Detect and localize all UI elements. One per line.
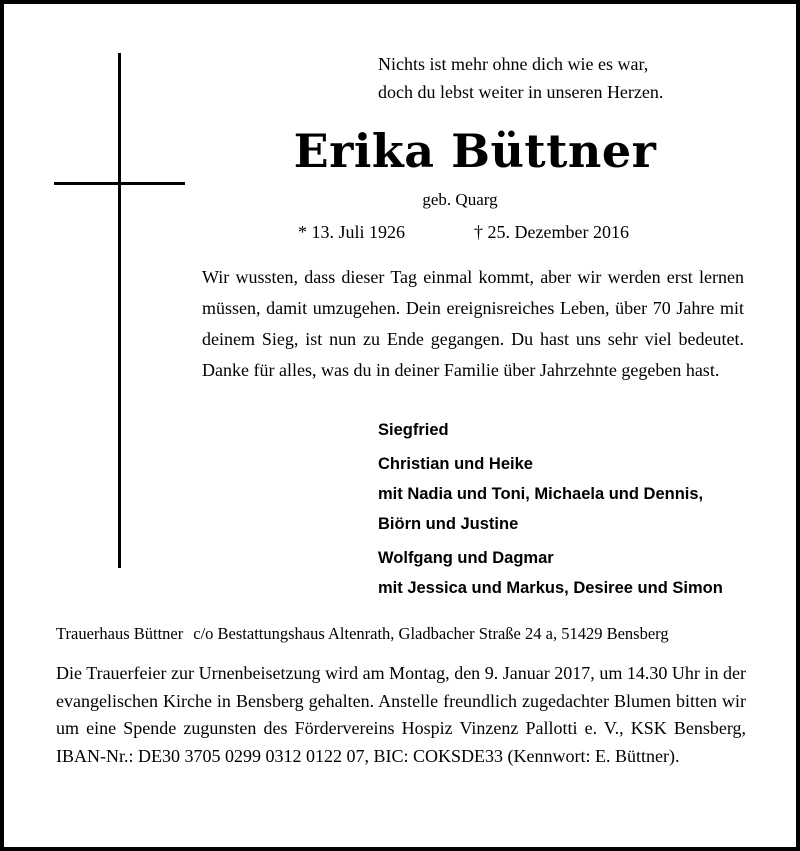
death-date: † 25. Dezember 2016 xyxy=(474,222,629,242)
mourning-house-name: Trauerhaus Büttner xyxy=(56,624,184,643)
birth-date: * 13. Juli 1926 xyxy=(298,222,406,242)
survivor-line: Wolfgang und Dagmar xyxy=(378,549,554,567)
survivor-line: mit Jessica und Markus, Desiree und Simon xyxy=(378,579,723,597)
survivor-line: Christian und Heike xyxy=(378,455,533,473)
survivor-line: Biörn und Justine xyxy=(378,515,519,533)
survivor-group xyxy=(378,449,723,539)
mourning-house-address xyxy=(56,622,669,646)
born-name: geb. Quarg xyxy=(422,190,498,209)
survivor-group xyxy=(378,543,723,603)
survivor-line: Siegfried xyxy=(378,421,449,439)
ceremony-text: Die Trauerfeier zur Urnenbeisetzung wird am Montag, den 9. Januar 2017, um 14.30 Uhr in der evangelischen Kirche in Bensberg gehalten. Anstelle freundlich zugedachter Blumen bitten wir um eine Spende zugunsten des Fördervereins Hospiz Vinzenz Pallotti e. V., KSK Bensberg, IBAN-Nr.: DE30 3705 0299 0312 0122 07, BIC: COKSDE33 (Kennwort: E. Büttner). xyxy=(56,663,746,766)
farewell-text: Wir wussten, dass dieser Tag einmal kommt, aber wir werden erst lernen müssen, damit umzugehen. Dein ereignisreiches Leben, über 70 Jahre mit deinem Sieg, ist nun zu Ende gegangen. Du hast uns sehr viel bedeutet. Danke für alles, was du in deiner Familie über Jahrzehnte gegeben hast. xyxy=(202,267,744,380)
cross-icon-vertical-bar xyxy=(118,53,121,568)
deceased-name: Erika Büttner xyxy=(293,124,657,178)
motto-line-2: doch du lebst weiter in unseren Herzen. xyxy=(378,82,664,102)
survivors-list xyxy=(378,415,723,607)
survivor-group xyxy=(378,415,723,445)
motto-line-1: Nichts ist mehr ohne dich wie es war, xyxy=(378,54,649,74)
motto xyxy=(378,50,663,106)
funeral-home-address: c/o Bestattungshaus Altenrath, Gladbacher Straße 24 a, 51429 Bensberg xyxy=(193,624,669,643)
survivor-line: mit Nadia und Toni, Michaela und Dennis, xyxy=(378,485,704,503)
cross-icon-horizontal-bar xyxy=(54,182,185,185)
